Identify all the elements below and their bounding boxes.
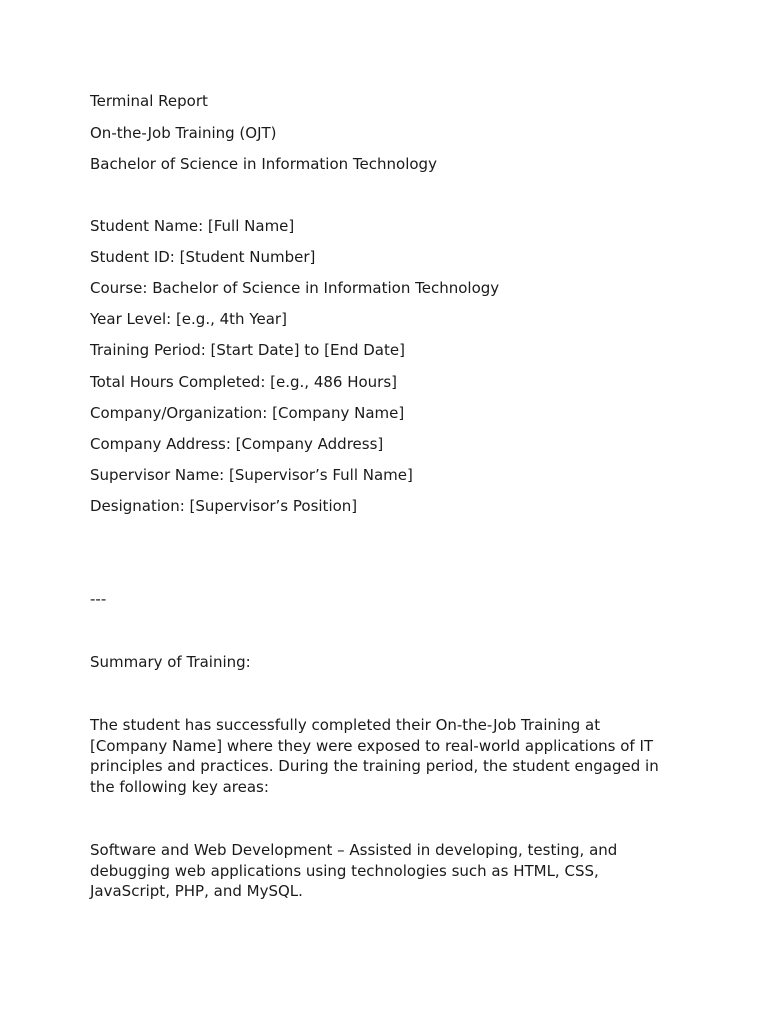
program-name: Bachelor of Science in Information Technology xyxy=(90,155,437,173)
student-name-line: Student Name: [Full Name] xyxy=(90,217,295,235)
summary-heading: Summary of Training: xyxy=(90,653,251,671)
company-address-line: Company Address: [Company Address] xyxy=(90,435,384,453)
year-level-line: Year Level: [e.g., 4th Year] xyxy=(90,310,287,328)
course-line: Course: Bachelor of Science in Information Technology xyxy=(90,279,500,297)
report-title: Terminal Report xyxy=(90,92,208,110)
section-separator: --- xyxy=(90,590,107,608)
supervisor-name-line: Supervisor Name: [Supervisor’s Full Name] xyxy=(90,466,413,484)
training-period-line: Training Period: [Start Date] to [End Date] xyxy=(90,341,405,359)
key-area-software-web-dev: Software and Web Development – Assisted in developing, testing, and debugging web applications using technologies such as HTML, CSS, JavaScript, PHP, and MySQL. xyxy=(90,841,618,901)
summary-intro-paragraph: The student has successfully completed their On-the-Job Training at [Company Name] where they were exposed to real-world applications of IT principles and practices. During the training period, the student engaged in the following key areas: xyxy=(90,716,659,797)
student-id-line: Student ID: [Student Number] xyxy=(90,248,316,266)
total-hours-line: Total Hours Completed: [e.g., 486 Hours] xyxy=(90,373,398,391)
designation-line: Designation: [Supervisor’s Position] xyxy=(90,497,358,515)
company-line: Company/Organization: [Company Name] xyxy=(90,404,405,422)
report-subtitle: On-the-Job Training (OJT) xyxy=(90,124,277,142)
